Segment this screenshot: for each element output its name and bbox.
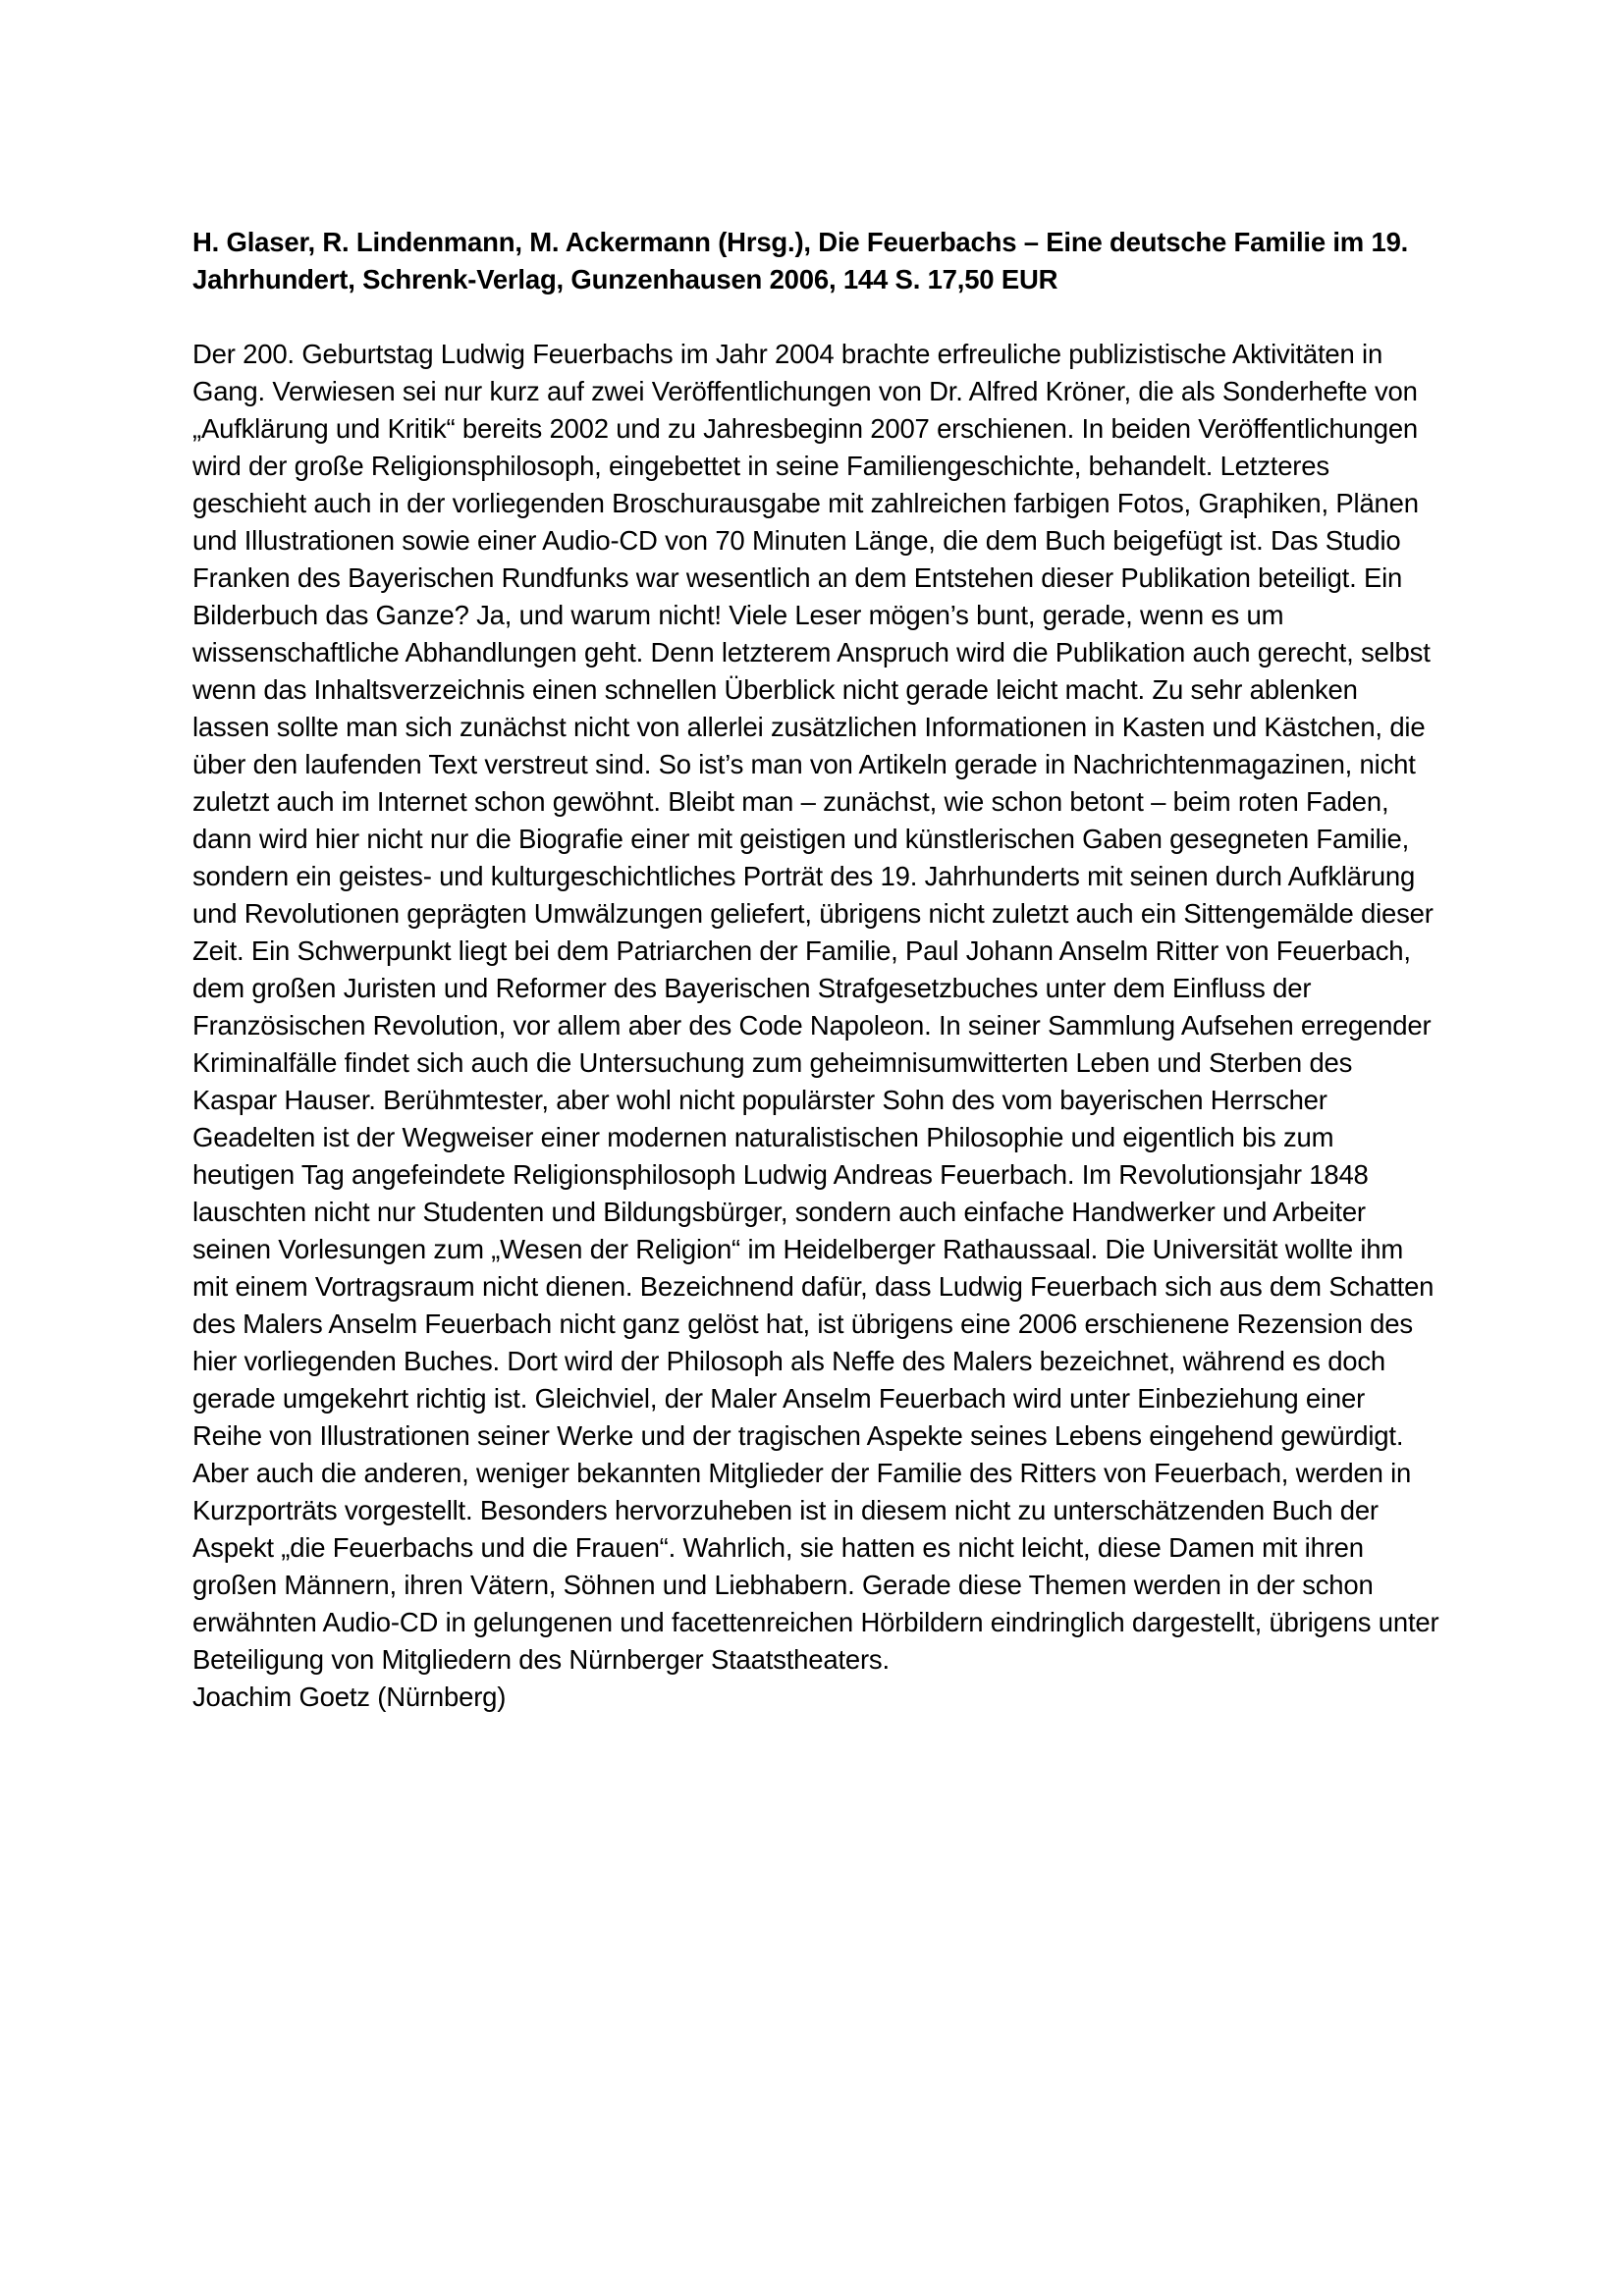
review-author-line: Joachim Goetz (Nürnberg) [192, 1682, 507, 1712]
text-block [192, 224, 1439, 1716]
review-body-text: Der 200. Geburtstag Ludwig Feuerbachs im Jahr 2004 brachte erfreuliche publizistische Aktivitäten in Gang. Verwiesen sei nur kurz auf zwei Veröffentlichungen von Dr. Alfred Kröner, die als Sonderhefte von „Aufklärung und Kritik“ bereits 2002 und zu Jahresbeginn 2007 erschienen. In beiden Veröffentlichungen wird der große Religionsphilosoph, eingebettet in seine Familiengeschichte, behandelt. Letzteres geschieht auch in der vorliegenden Broschurausgabe mit zahlreichen farbigen Fotos, Graphiken, Plänen und Illustrationen sowie einer Audio-CD von 70 Minuten Länge, die dem Buch beigefügt ist. Das Studio Franken des Bayerischen Rundfunks war wesentlich an dem Entstehen dieser Publikation beteiligt. Ein Bilderbuch das Ganze? Ja, und warum nicht! Viele Leser mögen’s bunt, gerade, wenn es um wissenschaftliche Abhandlungen geht. Denn letzterem Anspruch wird die Publikation auch gerecht, selbst wenn das Inhaltsverzeichnis einen schnellen Überblick nicht gerade leicht macht. Zu sehr ablenken lassen sollte man sich zunächst nicht von allerlei zusätzlichen Informationen in Kasten und Kästchen, die über den laufenden Text verstreut sind. So ist’s man von Artikeln gerade in Nachrichtenmagazinen, nicht zuletzt auch im Internet schon gewöhnt. Bleibt man – zunächst, wie schon betont – beim roten Faden, dann wird hier nicht nur die Biografie einer mit geistigen und künstlerischen Gaben gesegneten Familie, sondern ein geistes- und kulturgeschichtliches Porträt des 19. Jahrhunderts mit seinen durch Aufklärung und Revolutionen geprägten Umwälzungen geliefert, übrigens nicht zuletzt auch ein Sittengemälde dieser Zeit. Ein Schwerpunkt liegt bei dem Patriarchen der Familie, Paul Johann Anselm Ritter von Feuerbach, dem großen Juristen und Reformer des Bayerischen Strafgesetzbuches unter dem Einfluss der Französischen Revolution, vor allem aber des Code Napoleon. In seiner Sammlung Aufsehen erregender Kriminalfälle findet sich auch die Untersuchung zum geheimnisumwitterten Leben und Sterben des Kaspar Hauser. Berühmtester, aber wohl nicht populärster Sohn des vom bayerischen Herrscher Geadelten ist der Wegweiser einer modernen naturalistischen Philosophie und eigentlich bis zum heutigen Tag angefeindete Religionsphilosoph Ludwig Andreas Feuerbach. Im Revolutionsjahr 1848 lauschten nicht nur Studenten und Bildungsbürger, sondern auch einfache Handwerker und Arbeiter seinen Vorlesungen zum „Wesen der Religion“ im Heidelberger Rathaussaal. Die Universität wollte ihm mit einem Vortragsraum nicht dienen. Bezeichnend dafür, dass Ludwig Feuerbach sich aus dem Schatten des Malers Anselm Feuerbach nicht ganz gelöst hat, ist übrigens eine 2006 erschienene Rezension des hier vorliegenden Buches. Dort wird der Philosoph als Neffe des Malers bezeichnet, während es doch gerade umgekehrt richtig ist. Gleichviel, der Maler Anselm Feuerbach wird unter Einbeziehung einer Reihe von Illustrationen seiner Werke und der tragischen Aspekte seines Lebens eingehend gewürdigt. Aber auch die anderen, weniger bekannten Mitglieder der Familie des Ritters von Feuerbach, werden in Kurzporträts vorgestellt. Besonders hervorzuheben ist in diesem nicht zu unterschätzenden Buch der Aspekt „die Feuerbachs und die Frauen“. Wahrlich, sie hatten es nicht leicht, diese Damen mit ihren großen Männern, ihren Vätern, Söhnen und Liebhabern. Gerade diese Themen werden in der schon erwähnten Audio-CD in gelungenen und facettenreichen Hörbildern eindringlich dargestellt, übrigens unter Beteiligung von Mitgliedern des Nürnberger Staatstheaters. [192, 339, 1439, 1675]
book-citation-heading: H. Glaser, R. Lindenmann, M. Ackermann (Hrsg.), Die Feuerbachs – Eine deutsche Familie im 19. Jahrhundert, Schrenk-Verlag, Gunzenhausen 2006, 144 S. 17,50 EUR [192, 227, 1409, 294]
